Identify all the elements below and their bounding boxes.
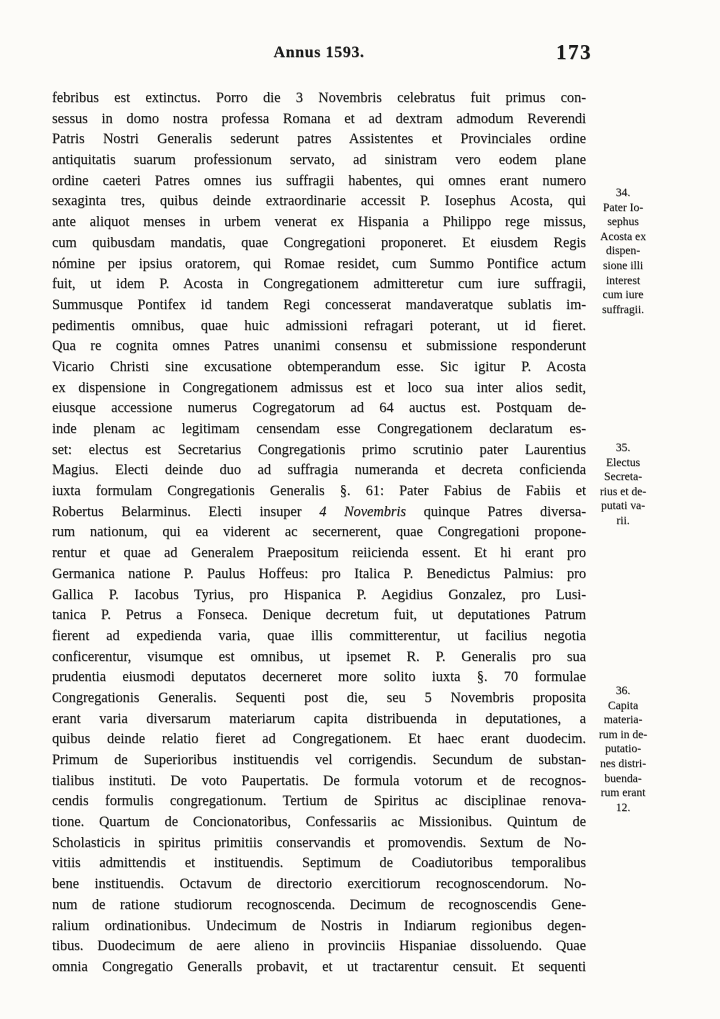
text-line: ralium ordinationibus. Undecimum de Nostris in Indiarum regionibus degen- [52, 917, 586, 934]
margin-note-line: 12. [615, 800, 631, 814]
text-line: Qua re cognita omnes Patres unanimi consensu et submissione responderunt [52, 338, 586, 355]
text-line: pedimentis omnibus, quae huic admissioni refragari poterant, ut id fieret. [52, 317, 586, 334]
margin-note-number: 35. [615, 441, 631, 454]
text-line-with-italic-date [52, 502, 586, 523]
margin-note-line: sione illi [602, 258, 644, 272]
italic-date: 4 Novembris [319, 503, 406, 520]
text-line: conficerentur, visumque est omnibus, ut ipsemet R. P. Generalis pro sua [52, 648, 586, 665]
text-line: Summusque Pontifex id tandem Regi concesserat mandaveratque sublatis im- [52, 296, 586, 313]
text-line: Magius. Electi deinde duo ad suffragia numeranda et decreta conficienda [52, 462, 586, 479]
margin-note-line: cum iure [602, 288, 644, 302]
margin-note-line: nes distri- [599, 756, 647, 770]
text-line: Patris Nostri Generalis sederunt patres Assistentes et Provinciales ordine [52, 131, 586, 148]
text-line: rum nationum, qui ea viderent ac secernerent, quae Congregationi propone- [52, 524, 586, 541]
text-line: num de ratione studiorum recognoscenda. Decimum de recognoscendis Gene- [52, 896, 586, 913]
margin-note-line: materia- [603, 713, 643, 727]
margin-note-line: rum erant [600, 786, 646, 800]
text-line: cendis formulis congregationum. Tertium de Spiritus ac disciplinae renova- [52, 793, 586, 810]
text-line: tialibus instituti. De voto Paupertatis. De formula votorum et de recognos- [52, 772, 586, 789]
text-line: set: electus est Secretarius Congregationis primo scrutinio pater Laurentius [52, 441, 586, 458]
margin-note-line: putatio- [604, 742, 642, 756]
text-line: febribus est extinctus. Porro die 3 Novembris celebratus fuit primus con- [52, 90, 586, 106]
margin-note-line: rii. [616, 513, 630, 527]
text-line: sessus in domo nostra professa Romana et ad dextram admodum Reverendi [52, 110, 586, 127]
text-line: fierent ad expedienda varia, quae illis committerentur, ut facilius negotia [52, 627, 586, 644]
body-text-block [52, 88, 586, 978]
margin-note-line: putati va- [600, 499, 646, 513]
margin-note-line: interest [605, 273, 641, 287]
text-line: quibus deinde relatio fieret ad Congregationem. Et haec erant duodecim. [52, 731, 586, 748]
text-line: Germanica natione P. Paulus Hoffeus: pro Italica P. Benedictus Palmius: pro [52, 565, 586, 582]
text-line: bene instituendis. Octavum de directorio exercitiorum recognoscendorum. No- [52, 876, 586, 893]
margin-note-line: Secreta- [604, 470, 642, 484]
text-line: Scholasticis in spiritus primitiis conservandis et promovendis. Sextum de No- [52, 834, 586, 851]
margin-note-line: Pater Io- [602, 200, 644, 214]
text-line: tanica P. Petrus a Fonseca. Denique decretum fuit, ut deputationes Patrum [52, 607, 586, 624]
text-line: cum quibusdam mandatis, quae Congregationi proponeret. Et eiusdem Regis [52, 234, 586, 251]
text-line: eiusque accessione numerus Cogregatorum ad 64 auctus est. Postquam de- [52, 400, 586, 417]
running-header-title: Annus 1593. [273, 44, 365, 61]
text-line: Congregationis Generalis. Sequenti post die, seu 5 Novembris proposita [52, 689, 586, 706]
margin-note-line: rum in de- [598, 727, 648, 741]
text-line: fuit, ut idem P. Acosta in Congregationem admitteretur cum iure suffragii, [52, 276, 586, 293]
text-line: ordine caeteri Patres omnes ius suffragii habentes, qui omnes erant numero [52, 172, 586, 189]
text-line: rentur et quae ad Generalem Praepositum reiicienda essent. Et hi erant pro [52, 545, 586, 562]
text-line: ex dispensione in Congregationem admissus est et loco sua inter alios sedit, [52, 379, 586, 396]
text-line: Vicario Christi sine excusatione obtemperandum esse. Sic igitur P. Acosta [52, 358, 586, 375]
margin-note-line: Electus [605, 455, 641, 469]
text-line: iuxta formulam Congregationis Generalis §. 61: Pater Fabius de Fabiis et [52, 483, 586, 500]
text-line: omnia Congregatio Generalls probavit, et ut tractarentur censuit. Et sequenti [52, 958, 586, 975]
margin-note-line: buenda- [604, 771, 642, 785]
margin-note-line: sephus [607, 215, 639, 229]
margin-note-line: suffragii. [602, 302, 644, 316]
margin-note-34 [585, 186, 661, 317]
text-line: antiquitatis suarum professionum servato, ad sinistram vero eodem plane [52, 152, 586, 169]
text-line: tibus. Duodecimum de aere alieno in provinciis Hispaniae dissoluendo. Quae [52, 938, 586, 955]
margin-note-line: rius et de- [599, 484, 647, 498]
text-line: vitiis admittendis et instituendis. Septimum de Coadiutoribus temporalibus [52, 855, 586, 872]
margin-note-line: Acosta ex [599, 229, 647, 243]
text-segment: quinque Patres diversa- [405, 503, 586, 520]
text-line: ante aliquot menses in urbem venerat ex Hispania a Philippo rege missus, [52, 214, 586, 231]
margin-note-number: 34. [615, 186, 631, 199]
text-segment: Robertus Belarminus. Electi insuper [52, 503, 320, 520]
text-line: erant varia diversarum materiarum capita distribuenda in deputationes, a [52, 710, 586, 727]
margin-note-line: dispen- [605, 244, 641, 258]
text-line: prudentia eiusmodi deputatos decerneret more solito iuxta §. 70 formulae [52, 669, 586, 686]
text-line: Primum de Superioribus instituendis vel corrigendis. Secundum de substan- [52, 752, 586, 768]
margin-note-number: 36. [615, 684, 631, 697]
text-line: tione. Quartum de Concionatoribus, Confessariis ac Missionibus. Quintum de [52, 814, 586, 831]
text-line: inde plenam ac legitimam censendam esse Congregationem declaratum es- [52, 421, 586, 437]
margin-note-line: Capita [607, 698, 639, 712]
margin-note-35 [585, 441, 661, 529]
text-line: Gallica P. Iacobus Tyrius, pro Hispanica P. Aegidius Gonzalez, pro Lusi- [52, 586, 586, 603]
text-line: nómine per ipsius oratorem, qui Romae residet, cum Summo Pontifice actum [52, 255, 586, 272]
margin-note-36 [585, 684, 661, 815]
text-line: sexaginta tres, quibus deinde extraordinarie accessit P. Iosephus Acosta, qui [52, 193, 586, 210]
page-number: 173 [556, 40, 592, 64]
